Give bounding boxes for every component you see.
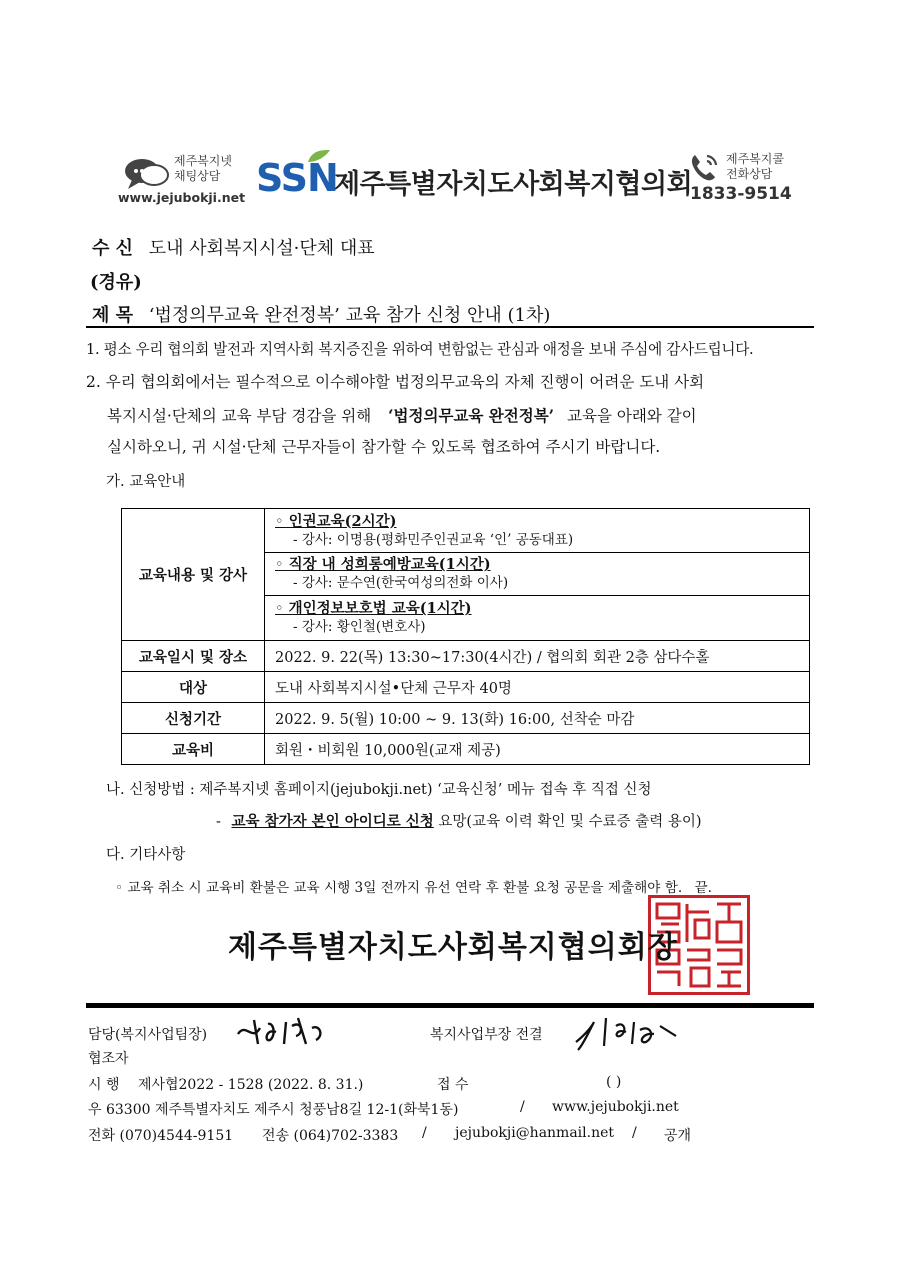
content-label-cell: 교육내용 및 강사 (122, 509, 265, 641)
chat-label-line1: 제주복지넷 (174, 154, 232, 168)
course-cell (265, 596, 810, 641)
subject-label: 제 목 (92, 305, 134, 326)
enforce-value: 제사협2022 - 1528 (2022. 8. 31.) (137, 1077, 364, 1093)
staff-label: 담당(복지사업팀장) (88, 1027, 208, 1043)
separator: / (520, 1099, 525, 1115)
course-title: ◦ 직장 내 성희롱예방교육(1시간) (275, 556, 491, 573)
table-row (122, 509, 810, 553)
receipt-value: ( ) (606, 1074, 622, 1090)
recipient-label: 수 신 (92, 238, 134, 259)
website-link[interactable]: www.jejubokji.net (552, 1099, 679, 1115)
chat-url: www.jejubokji.net (118, 190, 246, 205)
receipt-label: 접 수 (437, 1077, 469, 1093)
org-logo (256, 150, 693, 202)
approver-label: 복지사업부장 전결 (430, 1027, 543, 1043)
phone-label (726, 152, 784, 182)
paragraph-2-line2 (107, 400, 697, 432)
misc-note-text: ◦ 교육 취소 시 교육비 환불은 교육 시행 3일 전까지 유선 연락 후 환불 요청 공문을 제출해야 함. (115, 880, 683, 896)
chat-bubble-icon (124, 158, 170, 190)
table-row (122, 672, 810, 703)
end-mark: 끝. (694, 880, 712, 896)
recipient-value: 도내 사회복지시설·단체 대표 (148, 238, 375, 259)
row-label: 교육일시 및 장소 (122, 641, 265, 672)
phone-consult-badge (688, 150, 798, 210)
phone-number-footer: 전화 (070)4544-9151 (88, 1128, 234, 1144)
paragraph-2-line2-c: 교육을 아래와 같이 (567, 407, 697, 425)
phone-label-line2: 전화상담 (726, 167, 773, 181)
course-lecturer: - 강사: 이명용(평화민주인권교육 ‘인’ 공동대표) (293, 531, 574, 548)
address: 우 63300 제주특별자치도 제주시 청풍남8길 12-1(화북1동) (88, 1102, 459, 1118)
course-lecturer: - 강사: 황인철(변호사) (293, 619, 426, 635)
paragraph-2-line1: 2. 우리 협의회에서는 필수적으로 이수해야할 법정의무교육의 자체 진행이 어려운 도내 사회 (86, 373, 705, 391)
course-title: ◦ 인권교육(2시간) (275, 512, 397, 530)
table-row (122, 703, 810, 734)
subject-value: ‘법정의무교육 완전정복’ 교육 참가 신청 안내 (1차) (148, 305, 551, 326)
fax-number: 전송 (064)702-3383 (262, 1128, 399, 1144)
email-link[interactable]: jejubokji@hanmail.net (455, 1125, 615, 1141)
recipient-line (92, 234, 375, 260)
chat-label-line2: 채팅상담 (174, 169, 221, 183)
separator: / (632, 1125, 637, 1141)
application-method: 나. 신청방법 : 제주복지넷 홈페이지(jejubokji.net) ‘교육신청’ 메뉴 접속 후 직접 신청 (106, 782, 652, 798)
subject-line (92, 301, 550, 327)
misc-heading: 다. 기타사항 (106, 847, 186, 863)
application-reason: 요망(교육 이력 확인 및 수료증 출력 용이) (438, 814, 702, 830)
org-name: 제주특별자치도사회복지협의회 (334, 169, 693, 200)
application-note (216, 810, 702, 831)
phone-label-line1: 제주복지콜 (726, 152, 784, 166)
course-lecturer: - 강사: 문수연(한국여성의전화 이사) (293, 575, 509, 591)
education-info-table (121, 508, 810, 765)
cooperator-label: 협조자 (88, 1051, 129, 1067)
application-own-id: 교육 참가자 본인 아이디로 신청 (231, 813, 434, 830)
paragraph-2-line2-a: 복지시설·단체의 교육 부담 경감을 위해 (107, 407, 372, 425)
logo-mark: SSN (256, 156, 338, 200)
footer-divider (86, 1003, 814, 1008)
row-value: 회원・비회원 10,000원(교재 제공) (265, 734, 810, 765)
row-label: 대상 (122, 672, 265, 703)
approver-signature-icon (572, 1012, 682, 1054)
phone-number: 1833-9514 (690, 184, 792, 204)
course-cell (265, 553, 810, 596)
row-value: 2022. 9. 5(월) 10:00 ~ 9. 13(화) 16:00, 선착순 마감 (265, 703, 810, 734)
course-title: ◦ 개인정보보호법 교육(1시간) (275, 600, 472, 617)
application-dash: - (216, 814, 221, 830)
separator: / (422, 1125, 427, 1141)
paragraph-1: 1. 평소 우리 협의회 발전과 지역사회 복지증진을 위하여 변함없는 관심과 애정을 보내 주심에 감사드립니다. (86, 341, 754, 358)
row-value: 2022. 9. 22(목) 13:30~17:30(4시간) / 협의회 회관 2층 삼다수홀 (265, 641, 810, 672)
section-a-heading: 가. 교육안내 (106, 474, 186, 490)
table-row (122, 641, 810, 672)
subject-divider (86, 326, 814, 328)
via-line: (경유) (90, 272, 142, 293)
sender-name: 제주특별자치도사회복지협의회장 (228, 930, 678, 965)
enforce-label: 시 행 (88, 1077, 120, 1093)
row-label: 신청기간 (122, 703, 265, 734)
chat-label (174, 154, 232, 184)
staff-signature-icon (232, 1014, 342, 1050)
enforce-line (88, 1074, 363, 1094)
paragraph-2-highlight: ‘법정의무교육 완전정복’ (388, 406, 555, 425)
table-row (122, 734, 810, 765)
disclosure-status: 공개 (664, 1128, 692, 1144)
row-value: 도내 사회복지시설•단체 근무자 40명 (265, 672, 810, 703)
misc-note (115, 876, 712, 896)
phone-icon (688, 152, 720, 184)
row-label: 교육비 (122, 734, 265, 765)
course-cell (265, 509, 810, 553)
paragraph-2-line3: 실시하오니, 귀 시설·단체 근무자들이 참가할 수 있도록 협조하여 주시기 바랍니다. (107, 438, 661, 456)
